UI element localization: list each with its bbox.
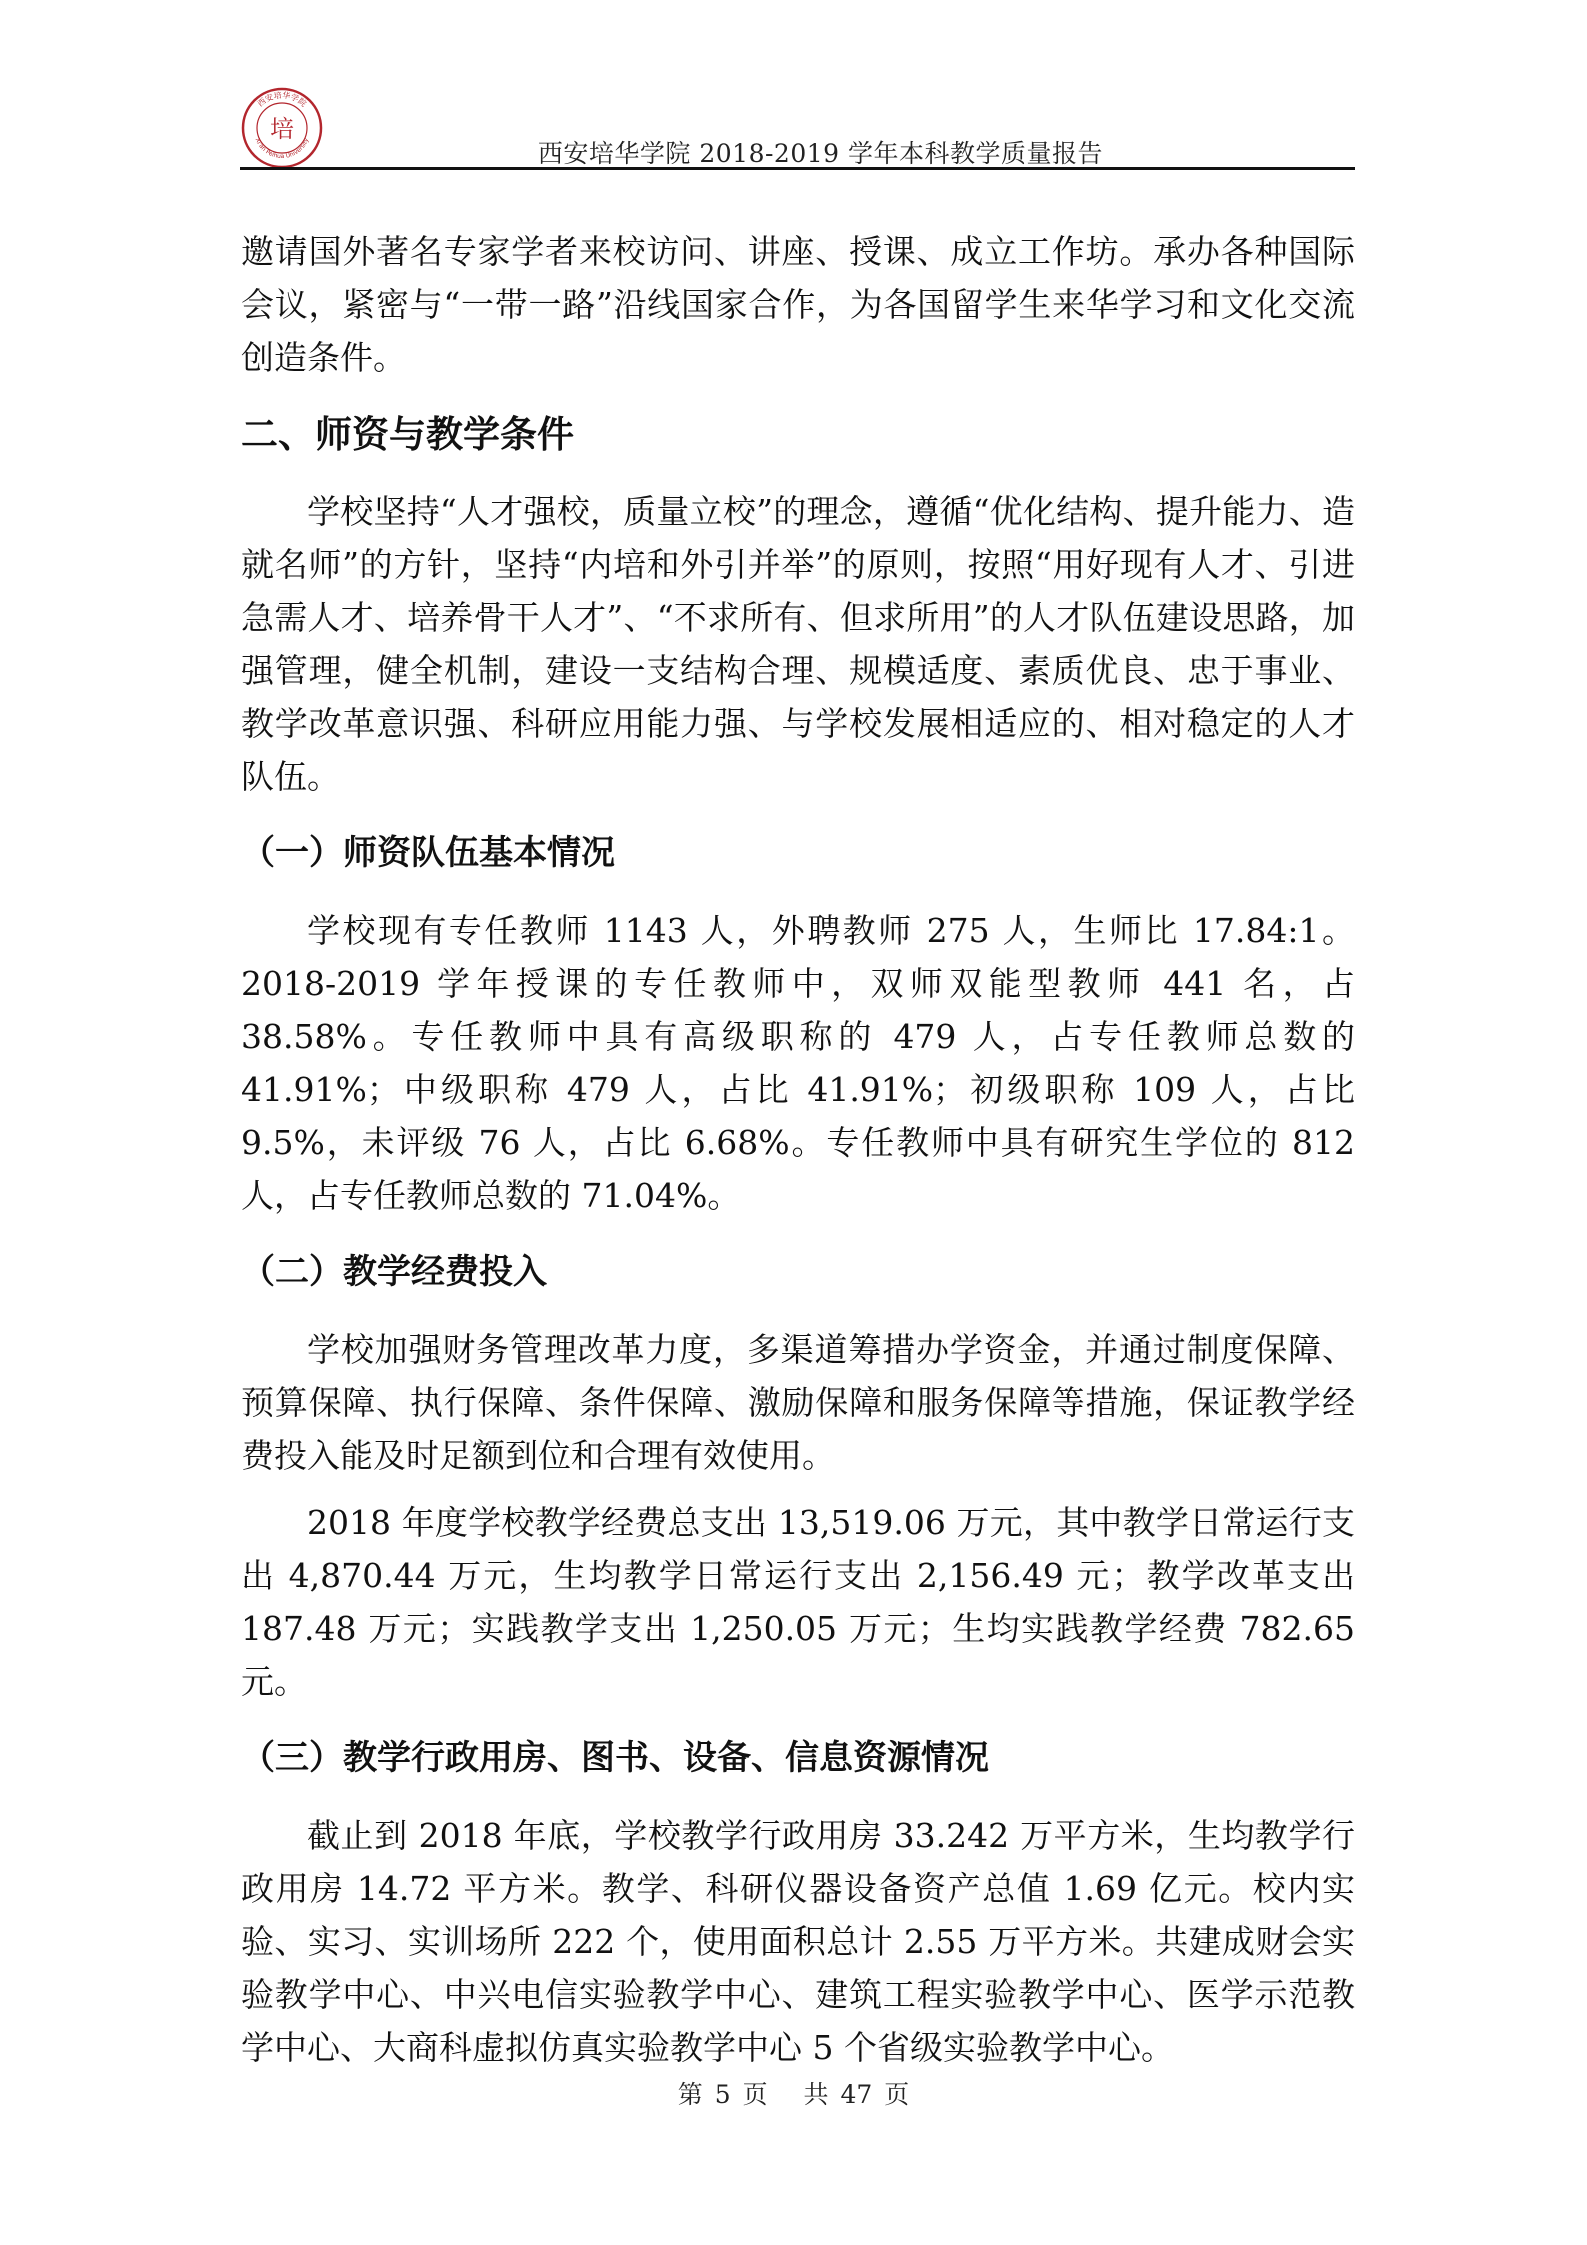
subsection-1-heading: （一）师资队伍基本情况	[241, 833, 615, 873]
total-pages: 47	[840, 2080, 873, 2109]
total-prefix: 共	[803, 2080, 829, 2109]
subsection-2-heading: （二）教学经费投入	[241, 1252, 547, 1292]
subsection-3-paragraph: 截止到 2018 年底，学校教学行政用房 33.242 万平方米，生均教学行政用房 14.72 平方米。教学、科研仪器设备资产总值 1.69 亿元。校内实验、实习、实训场所 222 个，使用面积总计 2.55 万平方米。共建成财会实验教学中心、中兴电信实验教学中心、建筑工程实验教学中心、医学示范教学中心、大商科虚拟仿真实验教学中心 5 个省级实验教学中心。	[241, 1816, 1355, 2067]
subsection-3-heading: （三）教学行政用房、图书、设备、信息资源情况	[241, 1738, 989, 1778]
header-title: 西安培华学院 2018-2019 学年本科教学质量报告	[537, 139, 1103, 168]
header-divider	[240, 167, 1355, 170]
section-2-heading: 二、师资与教学条件	[241, 413, 574, 456]
intro-paragraph: 邀请国外著名专家学者来校访问、讲座、授课、成立工作坊。承办各种国际会议，紧密与“一带一路”沿线国家合作，为各国留学生来华学习和文化交流创造条件。	[241, 232, 1355, 377]
page-prefix: 第	[677, 2080, 703, 2109]
page-content	[241, 225, 1355, 2074]
page-header	[240, 78, 1355, 170]
logo-center-glyph: 培	[270, 115, 294, 143]
logo-ring-text: 西安培华学院	[255, 90, 309, 109]
logo-inner-text: Xi'an Peihua University	[253, 137, 311, 161]
total-unit: 页	[884, 2080, 910, 2109]
page-number: 5	[714, 2080, 731, 2109]
subsection-1-paragraph: 学校现有专任教师 1143 人，外聘教师 275 人，生师比 17.84:1。2018-2019 学年授课的专任教师中，双师双能型教师 441 名，占 38.58%。专任教师中具有高级职称的 479 人，占专任教师总数的 41.91%；中级职称 479 人，占比 41.91%；初级职称 109 人，占比 9.5%，未评级 76 人，占比 6.68%。专任教师中具有研究生学位的 812 人，占专任教师总数的 71.04%。	[241, 911, 1355, 1215]
section-2-paragraph: 学校坚持“人才强校，质量立校”的理念，遵循“优化结构、提升能力、造就名师”的方针，坚持“内培和外引并举”的原则，按照“用好现有人才、引进急需人才、培养骨干人才”、“不求所有、但求所用”的人才队伍建设思路，加强管理，健全机制，建设一支结构合理、规模适度、素质优良、忠于事业、教学改革意识强、科研应用能力强、与学校发展相适应的、相对稳定的人才队伍。	[241, 492, 1355, 796]
page-footer	[0, 2075, 1587, 2111]
subsection-2-paragraph-2: 2018 年度学校教学经费总支出 13,519.06 万元，其中教学日常运行支出 4,870.44 万元，生均教学日常运行支出 2,156.49 元；教学改革支出 187.48 万元；实践教学支出 1,250.05 万元；生均实践教学经费 782.65 元。	[241, 1503, 1355, 1701]
page-unit: 页	[742, 2080, 768, 2109]
subsection-2-paragraph-1: 学校加强财务管理改革力度，多渠道筹措办学资金，并通过制度保障、预算保障、执行保障、条件保障、激励保障和服务保障等措施，保证教学经费投入能及时足额到位和合理有效使用。	[241, 1330, 1355, 1475]
